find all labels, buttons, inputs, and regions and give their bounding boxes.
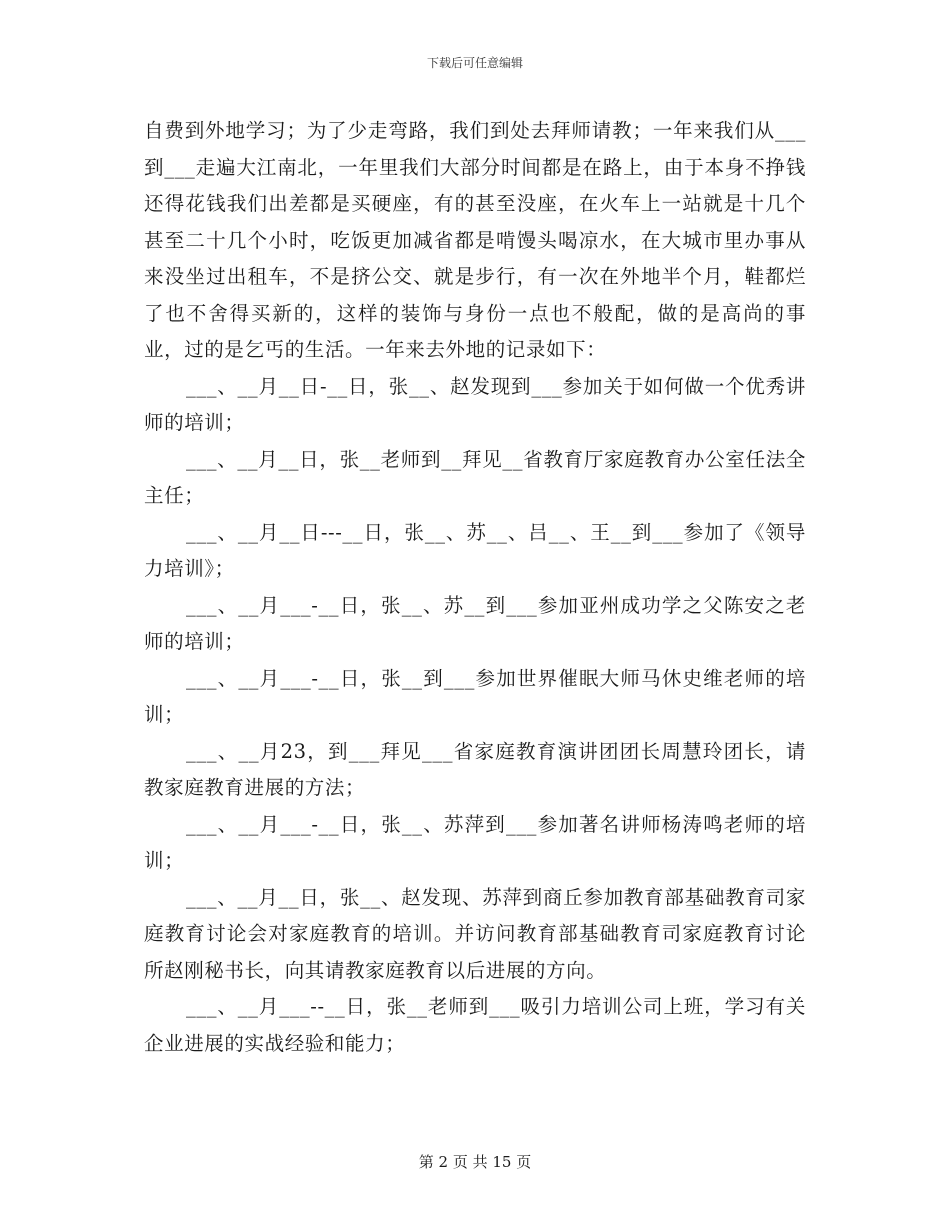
paragraph-record-4: ___、__月___-__日，张__、苏__到___参加亚州成功学之父陈安之老师的培训； [144, 593, 806, 653]
paragraph-record-8: ___、__月__日，张__、赵发现、苏萍到商丘参加教育部基础教育司家庭教育讨论会对家庭教育的培训。并访问教育部基础教育司家庭教育讨论所赵刚秘书长，向其请教家庭教育以后进展的方向。 [144, 885, 806, 982]
paragraph-continuation: 自费到外地学习；为了少走弯路，我们到处去拜师请教；一年来我们从___到___走遍大江南北，一年里我们大部分时间都是在路上，由于本身不挣钱还得花钱我们出差都是买硬座，有的甚至没座，在火车上一站就是十几个甚至二十几个小时，吃饭更加减省都是啃馒头喝凉水，在大城市里办事从来没坐过出租车，不是挤公交、就是步行，有一次在外地半个月，鞋都烂了也不舍得买新的，这样的装饰与身份一点也不般配，做的是高尚的事业，过的是乞丐的生活。一年来去外地的记录如下： [144, 119, 806, 361]
paragraph-record-5: ___、__月___-__日，张__到___参加世界催眠大师马休史维老师的培训； [144, 666, 806, 726]
page-header: 下载后可任意编辑 [426, 56, 523, 70]
paragraph-record-2: ___、__月__日，张__老师到__拜见__省教育厅家庭教育办公室任法全主任； [144, 447, 806, 507]
paragraph-record-1: ___、__月__日-__日，张__、赵发现到___参加关于如何做一个优秀讲师的培训； [144, 374, 806, 434]
paragraph-record-3: ___、__月__日---__日，张__、苏__、吕__、王__到___参加了《领导力培训》； [144, 520, 806, 580]
page-number-footer: 第 2 页 共 15 页 [418, 1153, 532, 1171]
document-body [144, 113, 806, 1062]
paragraph-record-6: ___、__月23，到___拜见___省家庭教育演讲团团长周慧玲团长，请教家庭教育进展的方法； [144, 739, 806, 799]
paragraph-record-7: ___、__月___-__日，张__、苏萍到___参加著名讲师杨涛鸣老师的培训； [144, 812, 806, 872]
paragraph-record-9: ___、__月___--__日，张__老师到___吸引力培训公司上班，学习有关企业进展的实战经验和能力； [144, 995, 806, 1055]
